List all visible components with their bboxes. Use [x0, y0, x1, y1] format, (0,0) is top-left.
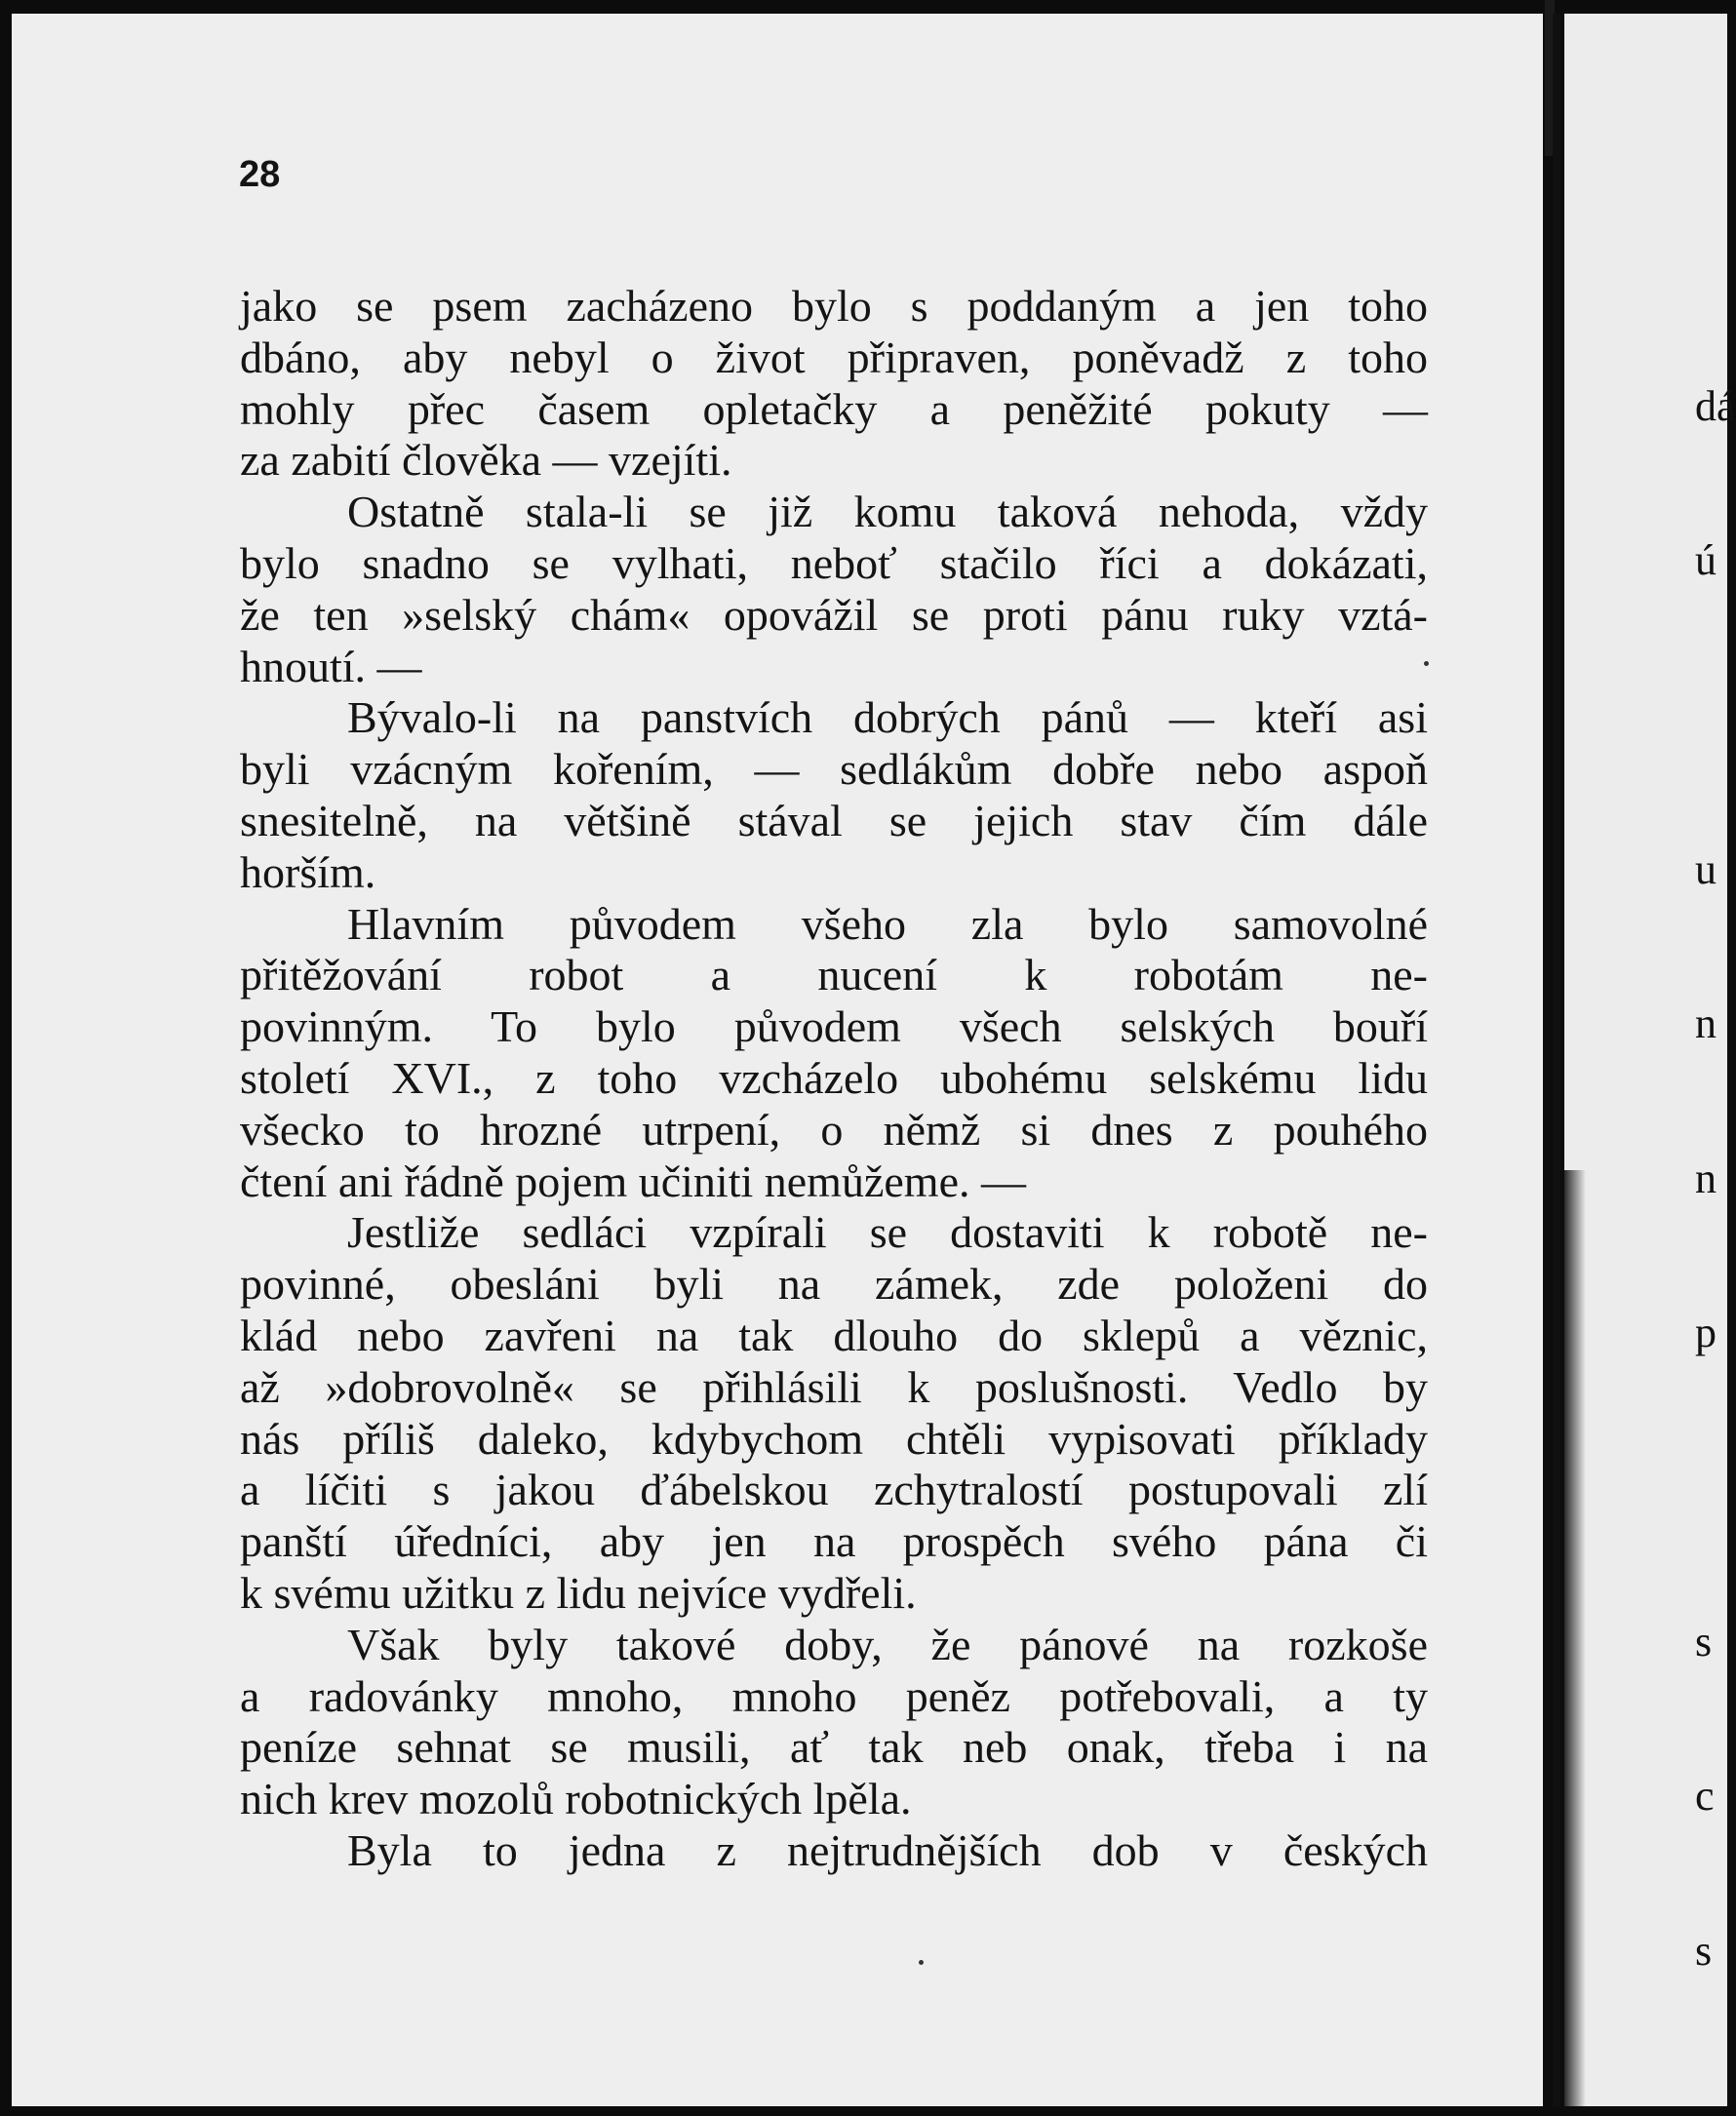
facing-fragment: n [1695, 1154, 1716, 1202]
facing-fragment [1695, 1462, 1734, 1513]
text-line: za zabití člověka — vzejíti. [240, 435, 732, 486]
facing-fragment: ú [1695, 535, 1716, 584]
facing-fragment: n [1695, 999, 1716, 1048]
text-line: že ten »selský chám« opovážil se proti pánu ruky vztá- [240, 589, 1428, 640]
text-line: přitěžování robot a nucení k robotám ne- [240, 950, 1428, 1000]
text-line: k svému užitku z lidu nejvíce vydřeli. [240, 1567, 917, 1618]
paragraph-start: Však byly takové doby, že pánové na rozkoše [347, 1619, 1428, 1669]
text-line: hnoutí. — [240, 641, 422, 691]
text-line: horším. [240, 846, 376, 897]
gutter-shadow [1553, 14, 1560, 2106]
text-line: čtení ani řádně pojem učiniti nemůžeme. — [240, 1156, 1026, 1206]
paragraph-start: Bývalo-li na panstvích dobrých pánů — kteří asi [347, 692, 1428, 743]
print-speck [1424, 661, 1429, 666]
facing-fragment: s [1695, 1926, 1713, 1975]
paragraph-start: Jestliže sedláci vzpírali se dostaviti k robotě ne- [347, 1207, 1428, 1258]
text-line: bylo snadno se vylhati, neboť stačilo říci a dokázati, [240, 537, 1428, 588]
paragraph-start: Byla to jedna z nejtrudnějších dob v českých [347, 1824, 1428, 1875]
text-line: mohly přec časem opletačky a peněžité pokuty — [240, 383, 1428, 434]
text-line: až »dobrovolně« se přihlásili k poslušnosti. Vedlo by [240, 1361, 1428, 1412]
text-line: nich krev mozolů robotnických lpěla. [240, 1774, 912, 1824]
print-speck [919, 1960, 924, 1965]
facing-fragment: p [1695, 1308, 1716, 1356]
paragraph-start: Hlavním původem všeho zla bylo samovolné [347, 898, 1428, 949]
text-line: povinné, obesláni byli na zámek, zde položeni do [240, 1259, 1428, 1310]
text-line: byli vzácným kořením, — sedlákům dobře nebo aspoň [240, 744, 1428, 795]
text-line: dbáno, aby nebyl o život připraven, poněvadž z toho [240, 332, 1428, 382]
text-line: nás příliš daleko, kdybychom chtěli vypisovati příklady [240, 1413, 1428, 1464]
paragraph-start: Ostatně stala-li se již komu taková nehoda, vždy [347, 487, 1428, 537]
text-line: klád nebo zavřeni na tak dlouho do sklepů a věznic, [240, 1310, 1428, 1360]
facing-fragment: dá [1695, 381, 1736, 430]
text-line: peníze sehnat se musili, ať tak neb onak, třeba i na [240, 1722, 1428, 1773]
facing-fragment [1695, 689, 1734, 741]
facing-page-fragments [1695, 278, 1734, 2028]
page-number: 28 [239, 154, 281, 195]
text-line: jako se psem zacházeno bylo s poddaným a jen toho [240, 281, 1428, 331]
facing-fragment: u [1695, 844, 1716, 893]
facing-fragment: s [1695, 1617, 1713, 1665]
text-line: a líčiti s jakou ďábelskou zchytralostí postupovali zlí [240, 1465, 1428, 1515]
text-line: panští úředníci, aby jen na prospěch svého pána či [240, 1516, 1428, 1567]
text-line: a radovánky mnoho, mnoho peněz potřebovali, a ty [240, 1670, 1428, 1721]
facing-page-shadow [1564, 1170, 1586, 2106]
text-line: povinným. To bylo původem všech selských bouří [240, 1001, 1428, 1052]
text-line: století XVI., z toho vzcházelo ubohému selskému lidu [240, 1052, 1428, 1103]
facing-fragment: c [1695, 1772, 1715, 1821]
text-line: snesitelně, na většině stával se jejich stav čím dále [240, 795, 1428, 845]
text-line: všecko to hrozné utrpení, o němž si dnes z pouhého [240, 1104, 1428, 1155]
body-text [240, 281, 1428, 1877]
